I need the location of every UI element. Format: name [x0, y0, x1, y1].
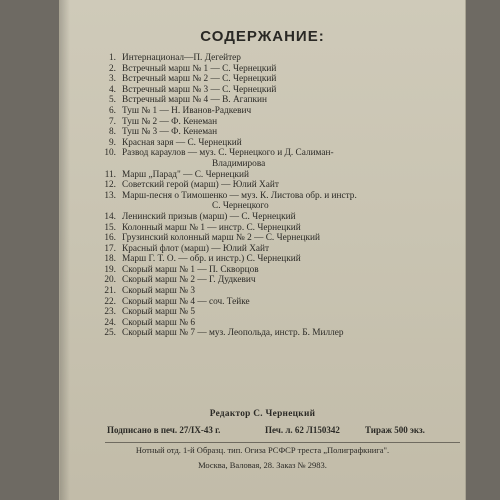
toc-item-title: Скорый марш № 7 — муз. Леопольда, инстр. Б. Миллер: [122, 328, 344, 339]
toc-item: [94, 85, 439, 96]
toc-item: [94, 244, 439, 255]
toc-item-number: 8.: [109, 127, 116, 138]
toc-item-number: 7.: [109, 116, 116, 127]
toc-item-number: 15.: [104, 222, 116, 233]
toc-item-title: Интернационал—П. Дегейтер: [122, 53, 241, 63]
contents-title: СОДЕРЖАНИЕ:: [200, 28, 325, 45]
toc-item: [94, 64, 439, 75]
toc-item-number: 6.: [109, 105, 116, 116]
toc-item-title: Колонный марш № 1 — инстр. С. Чернецкий: [122, 222, 301, 233]
toc-item-number: 5.: [109, 95, 116, 106]
toc-item-title: Скорый марш № 1 — П. Скворцов: [122, 264, 259, 275]
toc-item-number: 12.: [104, 180, 116, 191]
toc-item: [94, 106, 439, 117]
toc-item-title: Грузинский колонный марш № 2 — С. Чернецкий: [122, 233, 320, 244]
toc-item-number: 10.: [104, 148, 116, 159]
toc-item-number: 25.: [104, 328, 116, 339]
toc-item: [94, 233, 439, 244]
toc-item-number: 2.: [109, 63, 116, 74]
toc-item-title: Советский герой (марш) — Юлий Хайт: [122, 180, 279, 191]
toc-item-title: Встречный марш № 4 — В. Агапкин: [122, 95, 267, 106]
toc-item: [94, 254, 439, 265]
toc-item: [94, 95, 439, 106]
toc-item: [94, 318, 439, 329]
toc-item-title: Скорый марш № 4 — соч. Тейке: [122, 296, 250, 307]
toc-item-number: 3.: [109, 74, 116, 85]
toc-item-title: Марш Г. Т. О. — обр. и инстр.) С. Чернецкий: [122, 254, 301, 265]
toc-item: [94, 127, 439, 138]
table-of-contents: [94, 53, 439, 339]
toc-item-number: 18.: [104, 254, 116, 265]
toc-item-number: 23.: [104, 307, 116, 318]
editor-line: Редактор С. Чернецкий: [209, 409, 316, 419]
toc-item: [94, 297, 439, 308]
toc-item-title: С. Чернецкого: [212, 201, 269, 212]
toc-item: [94, 286, 439, 297]
toc-item-title: Владимирова: [212, 158, 266, 169]
toc-item-number: 20.: [104, 275, 116, 286]
toc-item: [94, 223, 439, 234]
toc-item-title: Туш № 3 — Ф. Кенеман: [122, 127, 218, 138]
toc-item-title: Скорый марш № 3: [122, 286, 196, 297]
toc-item-title: Туш № 1 — Н. Иванов-Радкевич: [122, 105, 252, 116]
toc-item: [94, 265, 439, 276]
toc-item: [94, 328, 439, 339]
toc-item: [94, 180, 439, 191]
circulation: Тираж 500 экз.: [365, 425, 425, 435]
printer-line-1: Нотный отд. 1-й Образц. тип. Огиза РСФСР треста „Полиграфкнига".: [135, 445, 390, 455]
toc-item-title: Скорый марш № 6: [122, 317, 196, 328]
toc-item-title: Ленинский призыв (марш) — С. Чернецкий: [122, 211, 296, 222]
toc-item-title: Туш № 2 — Ф. Кенеман: [122, 116, 218, 127]
toc-item: [94, 159, 439, 170]
toc-item-number: 4.: [109, 84, 116, 95]
toc-item: [94, 275, 439, 286]
toc-item-number: 14.: [104, 211, 116, 222]
printer-line-2: Москва, Валовая, 28. Заказ № 2983.: [198, 460, 327, 470]
toc-item: [94, 212, 439, 223]
toc-item: [94, 138, 439, 149]
toc-item: [94, 117, 439, 128]
toc-item-number: 21.: [104, 286, 116, 297]
toc-item-number: 19.: [104, 264, 116, 275]
toc-item-title: Встречный марш № 1 — С. Чернецкий: [122, 63, 277, 74]
toc-item-title: Развод караулов — муз. С. Чернецкого и Д. Салиман-: [122, 148, 334, 159]
signed-date: Подписано в печ. 27/IX-43 г.: [107, 425, 221, 435]
toc-item-number: 11.: [104, 169, 116, 180]
toc-item: [94, 74, 439, 85]
divider: [105, 442, 460, 443]
toc-item-number: 13.: [104, 190, 116, 201]
toc-item-title: Марш „Парад" — С. Чернецкий: [122, 169, 249, 180]
toc-item: [94, 148, 439, 159]
toc-item-title: Встречный марш № 2 — С. Чернецкий: [122, 74, 277, 85]
toc-item-number: 22.: [104, 296, 116, 307]
toc-item: [94, 307, 439, 318]
print-sheets: Печ. л. 62 Л150342: [265, 425, 340, 435]
toc-item-title: Марш-песня о Тимошенко — муз. К. Листова обр. и инстр.: [122, 190, 357, 201]
toc-item-title: Встречный марш № 3 — С. Чернецкий: [122, 84, 277, 95]
toc-item-number: 9.: [109, 137, 116, 148]
toc-item-number: 17.: [104, 243, 116, 254]
toc-item-title: Скорый марш № 5: [122, 307, 196, 318]
toc-item-title: Скорый марш № 2 — Г. Дудкевич: [122, 275, 256, 286]
toc-item-title: Красный флот (марш) — Юлий Хайт: [122, 243, 270, 254]
toc-item-number: 16.: [104, 233, 116, 244]
toc-item: [94, 201, 439, 212]
toc-item-title: Красная заря — С. Чернецкий: [122, 137, 242, 148]
toc-item: [94, 53, 439, 64]
toc-item-number: 24.: [104, 317, 116, 328]
toc-item-number: 1.: [109, 53, 116, 63]
page-gutter-shadow: [60, 0, 70, 500]
toc-item: [94, 170, 439, 181]
toc-item: [94, 191, 439, 202]
